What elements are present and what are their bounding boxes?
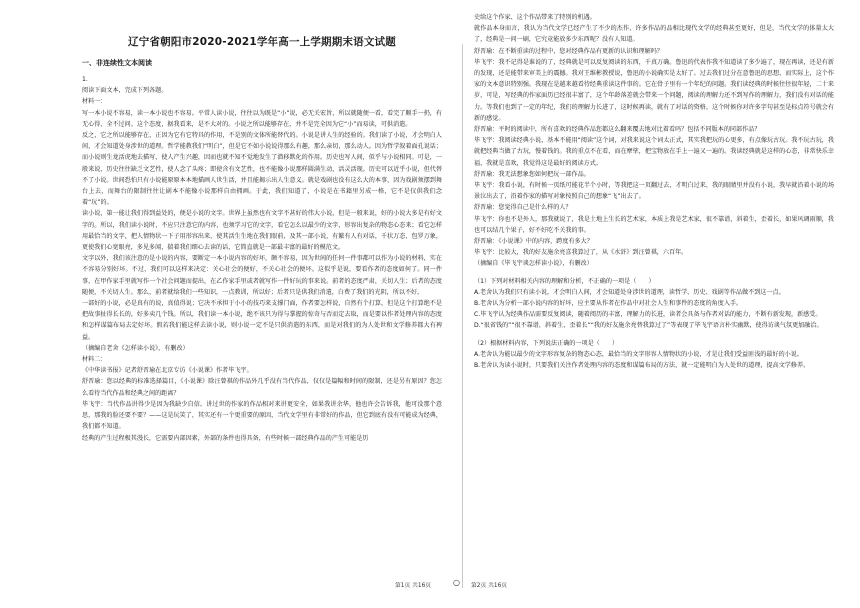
left-page — [82, 0, 442, 598]
question-number: 1. — [82, 76, 88, 83]
paragraph: 史给这个作家、这个作品带来了特别的机遇。 — [474, 14, 596, 21]
material1-label: 材料一： — [82, 98, 107, 106]
paragraph: 写一本小说不容易，读一本小说也不容易。平常人读小说，往往以为既是“小”说，必无关宏旨，所以就随便一看，看完了顺手一扔，有无心得，全不过问。这个态度，据我看来，是不大对的。小说之所以能够存在，并不是完全因为它“小”而易读，可供消遣。 — [82, 109, 442, 128]
page-title: 辽宁省朝阳市2020-2021学年高一上学期期末语文试题 — [128, 36, 396, 48]
paragraph: 毕飞宇：你也不是外人，那我就说了，我是土地上生长的艺术家，本质上我是艺术家，很不靠谱，斜着生，歪着长，如果风调雨顺，我也可以结几个果子，好不好吃不关我的事。 — [474, 215, 834, 234]
paragraph: 文字以外，我们该注意的是小说的内容，要断定一本小说内容的好坏，颇不容易，因为世间的任何一件事都可以作为小说的材料，实在不容易分别好坏。不过，我们可以这样来决定：关心社会的便好，不关心社会的便坏。这似乎是说，要看作者的态度如何了。同一件事，在甲作家手里就写作一个社会问题而提出，在乙作家手里或者就写作一件好玩的事来说。前者的态度严肃，关切人生；后者的态度随便，不关切人生。那么，前者就给我们一些知识，一点教训，所以好；后者只是供我们消遣，白费了我们的光阴，所以不好。 — [82, 255, 442, 296]
paragraph: 毕飞宇：当代作品讲得少是因为我缺少自信。讲过世的作家的作品相对来讲更安全，如果我讲余华，他也许会告诉我，他可没那个意思，那我的脸还要不要？——这是玩笑了，其实还有一个更重要的原因，当代文学里有非常好的作品，但它到底有没有可能成为经典，我们都不知道。 — [82, 400, 442, 431]
option-a: A.老舍认为我们只有读小说，才会明白人间，才会知道处身涉世的道理，读哲学、历史、戏剧等作品做不到这一点。 — [474, 288, 785, 296]
paragraph: 舒晋瑜：我无法想象您如何把玩一部作品。 — [474, 170, 590, 178]
paragraph: 毕飞宇：我阅读经典小说，基本不能用“阅读”这个词，对我来说这个词太正式，其实我把玩的心更多，有点像玩古玩。我不玩古玩，我就把经典当做了古玩，慢着钱的。我的重点不在看，而在摩挲，把宝物放在手上一遍又一遍的。我读经典就是这样的心态，非常快乐幸福，我就是喜欢，我觉得这是最好的阅读方式。 — [474, 137, 834, 167]
paragraph: 就作品本身而言，我认为当代文学已经产生了不少的杰作，许多作品的品相比现代文学的经典甚至更好，但是，当代文学的体量太大了，经典是一问一刷，它究竟能放多少东西呢？没有人知道。 — [474, 25, 834, 44]
section-heading: 一、非连续性文本阅读 — [82, 59, 152, 67]
source-note: （摘编自《毕飞宇谈怎样读小说》，有删改） — [474, 260, 593, 268]
material2-label: 材料二： — [82, 356, 107, 364]
question-stem: （2）根据材料内容，下列说法正确的一项是（ ） — [474, 339, 619, 347]
paragraph: 舒晋瑜：平时的阅读中，所有喜欢的经典作品您都这么翻来覆去地对比着看吗？包括不同版本的同部作品？ — [474, 126, 761, 134]
question-stem: （1）下列对材料相关内容的理解和分析，不正确的一项是（ ） — [474, 277, 655, 285]
page-number-right: 第2页 共16页 — [471, 583, 508, 589]
binding-circle-icon: ○ — [453, 578, 460, 587]
paragraph: 舒晋瑜：在不断重读的过程中，您对经典作品有更新的认识和理解吗？ — [474, 47, 663, 55]
option-d: D.“很省钱的”“很不靠谱，斜着生，歪着长”“我的好友施余亮替我算过了”等表现了毕飞宇语言朴实幽默，使得访谈气氛更加融洽。 — [474, 322, 823, 330]
page-divider — [462, 44, 463, 588]
paragraph: 舒晋瑜：您觉得自己是什么样的人？ — [474, 204, 572, 212]
paragraph: 反之，它之所以能够存在，正因为它有它特具的作用，不是别的文体所能替代的。小说是讲人生的经验的。我们读了小说，才会明白人间，才会知道处身涉世的道理。哲学能教我们“明白”，但是它不如小说说得那么有趣，那么亲切，那么动人。因为哲学叙着面孔说话；而小说则生龙活虎地去描写，使人产生兴趣，因而也就不知不觉地发生了潜移默化的作用。历史也写人间，似乎与小说相同。可是，一般来说，历史往往缺乏文艺性，使人念了头疼；即使含有文艺性，也不能像小说那样圆满生动，活灵活现。历史可以近乎小说，但代替不了小说。世间恐怕只有小说能原原本本地描画人世生活，并且能揭示出人生意义。就是戏剧也没有这么大的本事，因为戏剧须摆到舞台上去，而舞台的限制往往让剧本不能像小说那样自由拥画。于此，我们知道了，小说是在书籍里另成一格，它不是仅供我们念着“玩”的。 — [82, 132, 442, 207]
right-page — [474, 0, 834, 598]
paragraph: 经典的产生过程极其漫长，它需要内部因素，外部的条件也得具备，有些时候一部经典作品的产生可能是历 — [82, 434, 369, 442]
paragraph: 舒晋瑜：《小说课》中的内容，跨度有多大？ — [474, 238, 593, 246]
option-a: A.老舍认为能以最少的文字形容复杂的物态心态，最恰当的文字形容人情物状的小说，才是让我们受益匪浅的最好的小说。 — [474, 350, 803, 358]
option-b: B.老舍认为分析一部小说内容的好坏，应主要从作者在作品中对社会人生和事件的态度的角度入手。 — [474, 300, 743, 308]
page-number-left: 第1页 共16页 — [395, 583, 432, 589]
paragraph: 毕飞宇：我看小说，有时候一页纸可能花半个小时，等我把这一页翻过去，才明白过来，我的眼睛里并没有小说，我早就沿着小说的场景泣出去了，沿着作家的描写对象按照自己的想象“飞”出去了。 — [474, 182, 834, 201]
option-b: B.老舍认为读小说时，只要我们关注作者处理内容的态度和谋篇布局的方法，就一定能明白为人处世的道理，提高文学修养。 — [474, 362, 810, 370]
paragraph: 读小说，第一能让我们得到益处的，便是小说的文字。世界上虽然也有文字不甚好的伟大小说，但是一般来说，好的小说大多是有好文字的。所以，我们读小说时，不应只注意它的内容，也须学习它的文字，看它怎么以最少的文字，形容出复杂的物态心态来；看它怎样用最恰当的文字，把人情物状一下子用形容出来，使其活生生地在我们眼前，及其一部小说，有繁有人有对话，千状万态，包罗万象，更使我们心宽眼亮，多见多闻，揣着我们细心去读的话，它简直就是一部最丰富的最好的模范文。 — [82, 210, 442, 252]
paragraph: 毕飞宇：比较大，我的好友施余亮喜我算过了，从《水浒》到汪曾祺，六百年。 — [474, 249, 688, 257]
option-c: C.毕飞宇认为经典作品需要反复阅读，随着阅历的丰富，理解力的长进，读者会具备与作者对话的能力，不断有新发现，新感受。 — [474, 311, 822, 319]
paragraph: 毕飞宇：我不记得是谁说的了，经典就是可以反复阅读的东西，千真万确。鲁迅的代表作我不知道读了多少遍了，现在再读，还是有新的发现，还是能带来审美上的震撼。我对王维彬教授说，鲁迅的小说确实是太好了。过去我们过分在意鲁迅的思想，而实际上，这个作家的文本意识特别强。我现在是越来越看待经典重读这件事的。它在骨子里有一个年纪的问题。我们读经典的时候往往很年轻，二十来岁，可是，写经典的作家面历已经很丰富了，这个年龄落差就会带来一个问题，阅读的理解力还不到写作的理解力，我们没有对话的能力。等我们也到了一定的年纪，我们的理解力长进了，这时候再读，就有了对话的资格。这个时候你对许多字句甚至是标点符号就会有新的感觉。 — [474, 58, 834, 122]
paragraph: 舒晋瑜：您以经典的标准选择篇目，《小说课》除汪曾祺的作品外几乎没有当代作品，仅仅是篇幅和时间的限制，还是另有原因？您怎么看待当代作品和经典之间的距离？ — [82, 378, 442, 397]
paragraph: 一部好的小说，必是真有的说，真值得说；它决不承担于小小的技巧来支撑门面，作者要怎样说，自然有个打算，但是这个打算绝不是把故事扯得长长的，好多卖几个钱。所以，我们读一本小说，绝不该只为得与掌握的惊奇与否而定去取，而是要以作者处理内容的态度和怎样谋篇布局去定好坏。假若我们能这样去读小说，则小说一定不是只供消遣的东西，而是对我们的为人处世和文学修养都大有裨益。 — [82, 300, 442, 341]
instruction: 阅读下面文本，完成下列各题。 — [82, 87, 168, 95]
source-note: （摘编自老舍《怎样读小说》，有删改） — [82, 344, 189, 352]
paragraph: 《中华读书报》记者舒晋瑜在北京专访《小说课》作者毕飞宇。 — [82, 367, 253, 375]
